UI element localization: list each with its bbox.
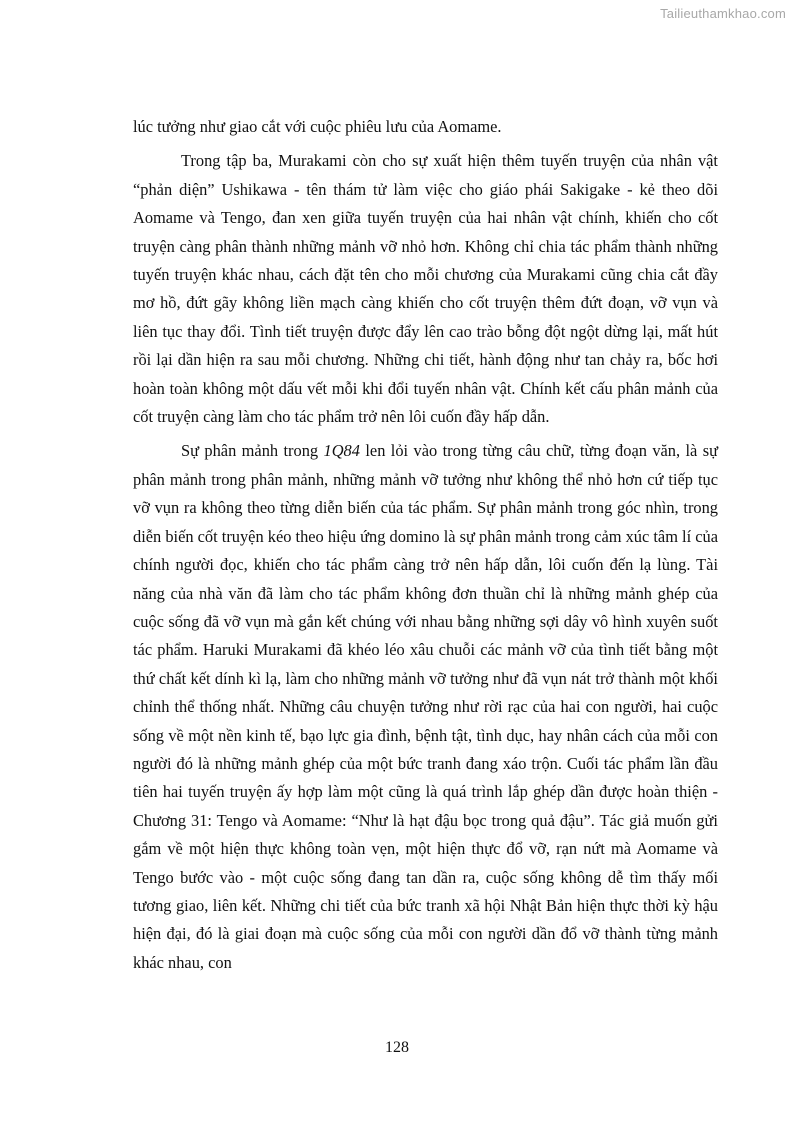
paragraph-text-rest: len lỏi vào trong từng câu chữ, từng đoạn văn, là sự phân mảnh trong phân mảnh, những mảnh vỡ tưởng như không thể nhỏ hơn cứ tiếp tục vỡ vụn ra không theo từng diễn biến của tác phẩm. Sự phân mảnh trong góc nhìn, trong diễn biến cốt truyện kéo theo hiệu ứng domino là sự phân mảnh trong cảm xúc tâm lí của chính người đọc, khiến cho tác phẩm càng trở nên hấp dẫn, lôi cuốn đến lạ lùng. Tài năng của nhà văn đã làm cho tác phẩm không đơn thuần chỉ là những mảnh ghép của cuộc sống đã vỡ vụn mà gắn kết chúng với nhau bằng những sợi dây vô hình xuyên suốt tác phẩm. Haruki Murakami đã khéo léo xâu chuỗi các mảnh vỡ của tình tiết bằng một thứ chất kết dính kì lạ, làm cho những mảnh vỡ tưởng như đã vụn nát trở thành một khối chỉnh thể thống nhất. Những câu chuyện tưởng như rời rạc của hai con người, hai cuộc sống về một nền kinh tế, bạo lực gia đình, bệnh tật, tình dục, hay nhân cách của mỗi con người đó là những mảnh ghép của một bức tranh đang xáo trộn. Cuối tác phẩm lần đầu tiên hai tuyến truyện ấy hợp làm một cũng là quá trình lắp ghép dần được hoàn thiện - Chương 31: Tengo và Aomame: “Như là hạt đậu bọc trong quả đậu”. Tác giả muốn gửi gắm về một hiện thực không toàn vẹn, một hiện thực đổ vỡ, rạn nứt mà Aomame và Tengo bước vào - một cuộc sống đang tan dần ra, cuộc sống không dễ tìm thấy mối tương giao, liên kết. Những chi tiết của bức tranh xã hội Nhật Bản hiện thực thời kỳ hậu hiện đại, đó là giai đoạn mà cuộc sống của mỗi con người dần đổ vỡ thành từng mảnh khác nhau, con [133, 441, 718, 972]
paragraph-fragmentation [133, 437, 718, 977]
watermark: Tailieuthamkhao.com [660, 6, 786, 21]
paragraph-text-start: Sự phân mảnh trong [181, 441, 324, 461]
paragraph-continuation: lúc tưởng như giao cắt với cuộc phiêu lưu của Aomame. [133, 117, 502, 136]
document-body [133, 113, 718, 983]
paragraph-ushikawa: Trong tập ba, Murakami còn cho sự xuất hiện thêm tuyến truyện của nhân vật “phản diện” Ushikawa - tên thám tử làm việc cho giáo phái Sakigake - kẻ theo dõi Aomame và Tengo, đan xen giữa tuyến truyện của hai nhân vật chính, khiến cho cốt truyện càng phân thành những mảnh vỡ nhỏ hơn. Không chỉ chia tác phẩm thành những tuyến truyện khác nhau, cách đặt tên cho mỗi chương của Murakami cũng chia cắt đầy mơ hồ, đứt gãy không liền mạch càng khiến cho cốt truyện thêm đứt đoạn, vỡ vụn và liên tục thay đổi. Tình tiết truyện được đẩy lên cao trào bỗng đột ngột dừng lại, mất hút rồi lại dần hiện ra sau mỗi chương. Những chi tiết, hành động như tan chảy ra, bốc hơi hoàn toàn không một dấu vết mỗi khi đổi tuyến nhân vật. Chính kết cấu phân mảnh của cốt truyện càng làm cho tác phẩm trở nên lôi cuốn đầy hấp dẫn. [133, 151, 718, 427]
book-title-italic: 1Q84 [323, 441, 360, 461]
page-number: 128 [385, 1039, 409, 1056]
